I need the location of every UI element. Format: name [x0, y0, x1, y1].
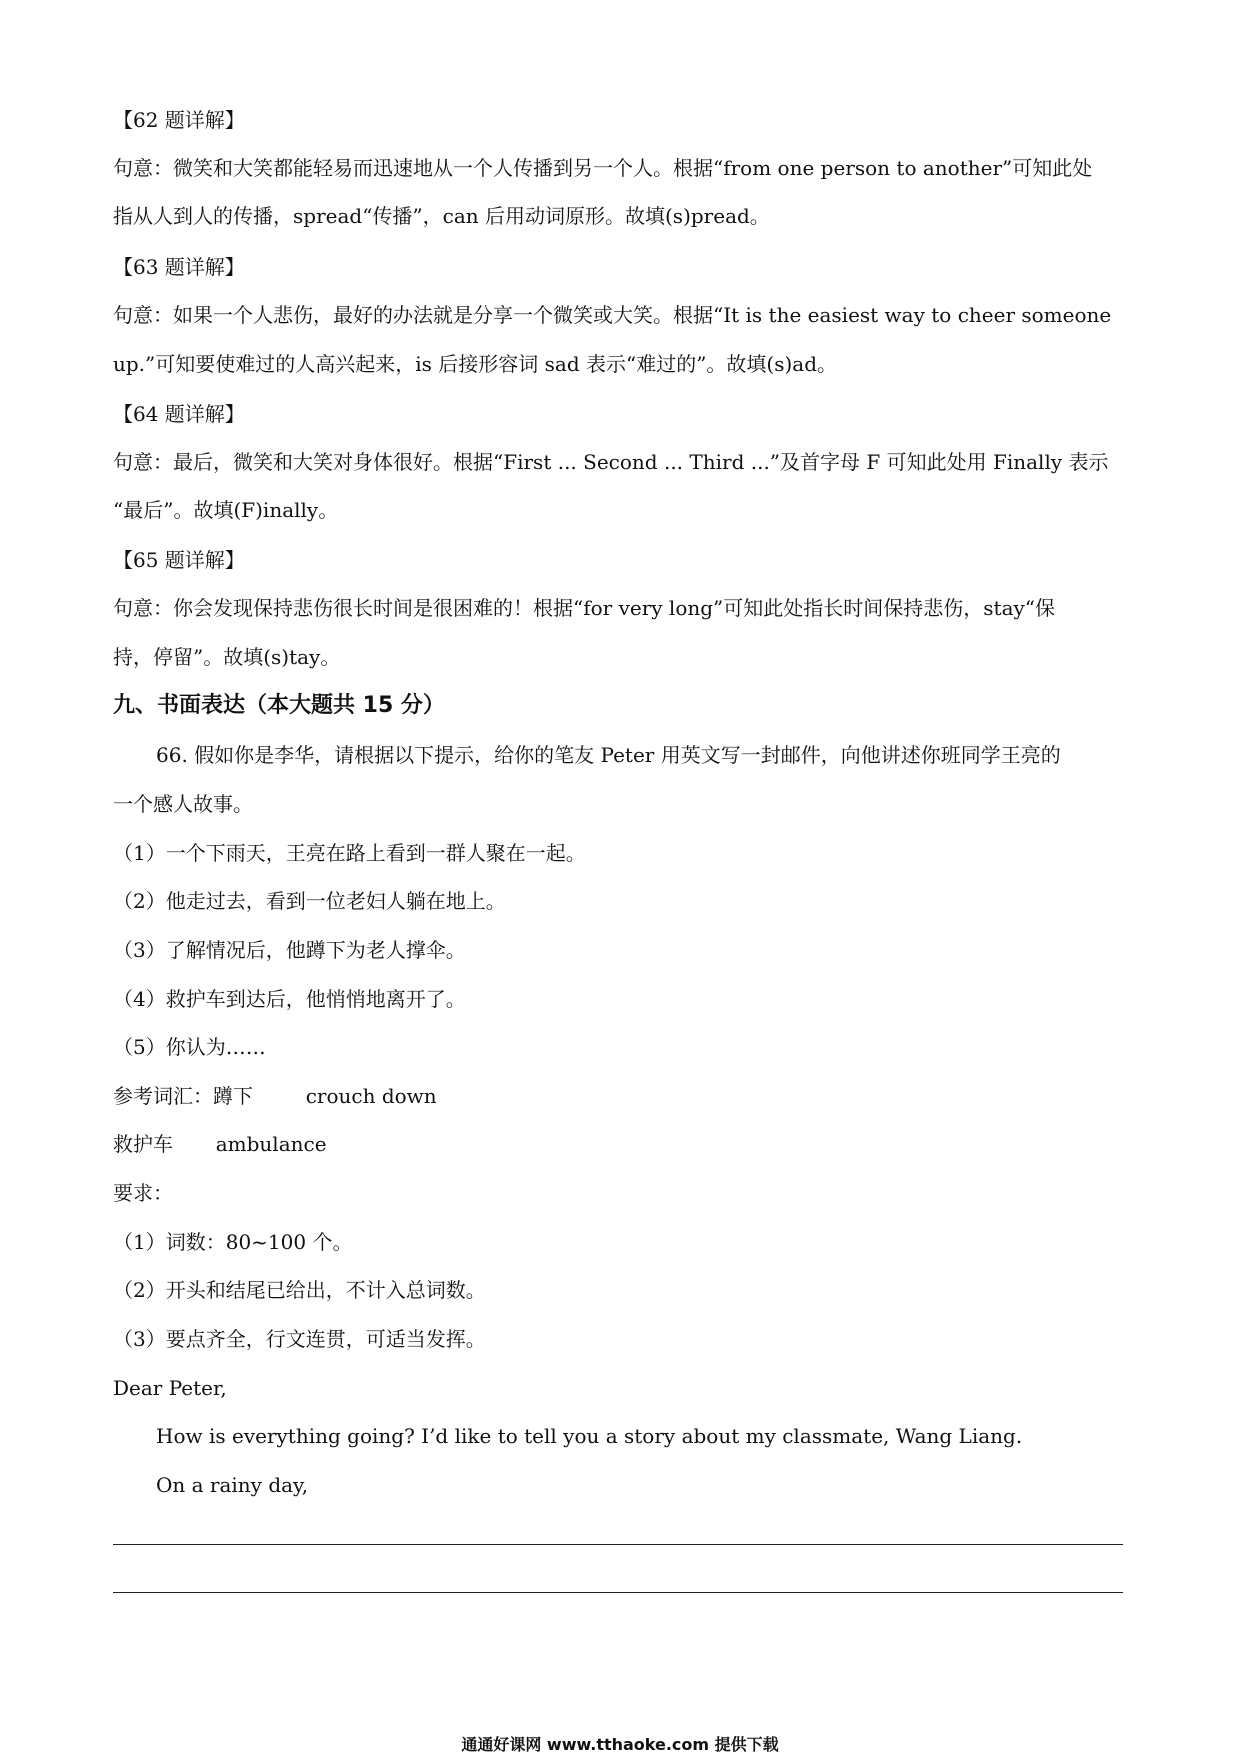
requirements-title: 要求：	[113, 1181, 173, 1205]
requirement-2: （2）开头和结尾已给出，不计入总词数。	[113, 1278, 486, 1302]
vocab-2-label: 救护车	[113, 1132, 173, 1156]
vocab-2-english: ambulance	[215, 1132, 327, 1156]
answer-line-2	[113, 1592, 1123, 1593]
vocab-1-label: 参考词汇：蹲下	[113, 1084, 253, 1108]
q66-prompt-line1: 66. 假如你是李华，请根据以下提示，给你的笔友 Peter 用英文写一封邮件，向他讲述你班同学王亮的	[156, 743, 1061, 767]
q63-heading: 【63 题详解】	[113, 255, 245, 279]
letter-greeting: Dear Peter,	[113, 1376, 227, 1400]
q64-explanation-line1: 句意：最后，微笑和大笑对身体很好。根据“First ... Second ... Third ...”及首字母 F 可知此处用 Finally 表示	[113, 450, 1109, 474]
section-9-title: 九、书面表达（本大题共 15 分）	[113, 693, 445, 718]
footer-source: 通通好课网 www.tthaoke.com 提供下载	[461, 1735, 779, 1754]
vocab-row-2	[113, 1130, 1133, 1158]
q64-heading: 【64 题详解】	[113, 402, 245, 426]
q64-explanation-line2: “最后”。故填(F)inally。	[113, 498, 339, 522]
answer-line-1	[113, 1544, 1123, 1545]
hint-1: （1）一个下雨天，王亮在路上看到一群人聚在一起。	[113, 841, 586, 865]
vocab-1-english: crouch down	[305, 1084, 437, 1108]
hint-3: （3）了解情况后，他蹲下为老人撑伞。	[113, 938, 466, 962]
letter-start-line: On a rainy day,	[156, 1473, 309, 1497]
q63-explanation-line1: 句意：如果一个人悲伤，最好的办法就是分享一个微笑或大笑。根据“It is the easiest way to cheer someone	[113, 303, 1112, 327]
hint-4: （4）救护车到达后，他悄悄地离开了。	[113, 987, 466, 1011]
requirement-1: （1）词数：80~100 个。	[113, 1230, 353, 1254]
q63-explanation-line2: up.”可知要使难过的人高兴起来，is 后接形容词 sad 表示“难过的”。故填(s)ad。	[113, 352, 838, 376]
hint-5: （5）你认为……	[113, 1035, 266, 1059]
q62-heading: 【62 题详解】	[113, 108, 245, 132]
q62-explanation-line2: 指从人到人的传播，spread“传播”，can 后用动词原形。故填(s)pread。	[113, 204, 770, 228]
q65-explanation-line2: 持，停留”。故填(s)tay。	[113, 645, 341, 669]
q62-explanation-line1: 句意：微笑和大笑都能轻易而迅速地从一个人传播到另一个人。根据“from one person to another”可知此处	[113, 156, 1093, 180]
letter-opening-line: How is everything going? I’d like to tell you a story about my classmate, Wang Liang.	[156, 1424, 1023, 1448]
q65-heading: 【65 题详解】	[113, 548, 245, 572]
vocab-row-1	[113, 1082, 1133, 1110]
hint-2: （2）他走过去，看到一位老妇人躺在地上。	[113, 889, 506, 913]
requirement-3: （3）要点齐全，行文连贯，可适当发挥。	[113, 1327, 486, 1351]
q65-explanation-line1: 句意：你会发现保持悲伤很长时间是很困难的！根据“for very long”可知此处指长时间保持悲伤，stay“保	[113, 596, 1056, 620]
q66-prompt-line2: 一个感人故事。	[113, 792, 253, 816]
